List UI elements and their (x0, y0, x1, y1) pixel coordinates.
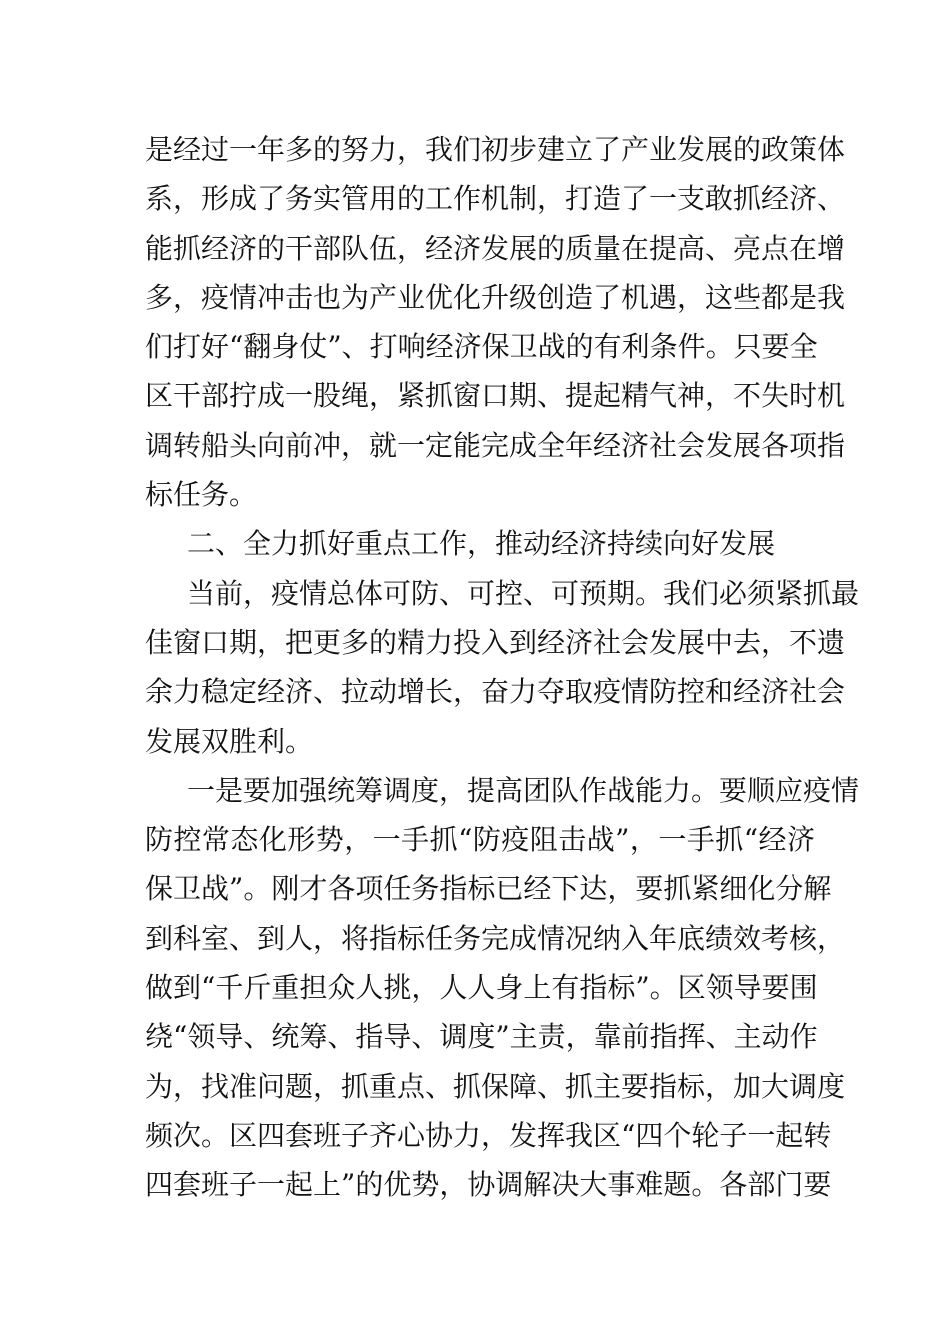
paragraph-line: 余力稳定经济、拉动增长，奋力夺取疫情防控和经济社会 (145, 675, 846, 709)
paragraph-line: 区干部拧成一股绳，紧抓窗口期、提起精气神，不失时机 (145, 379, 846, 413)
paragraph-line: 是经过一年多的努力，我们初步建立了产业发展的政策体 (145, 133, 846, 166)
paragraph-line: 能抓经济的干部队伍，经济发展的质量在提高、亮点在增 (145, 231, 846, 265)
paragraph-line: 多，疫情冲击也为产业优化升级创造了机遇，这些都是我 (145, 280, 846, 314)
paragraph-line: 四套班子一起上”的优势，协调解决大事难题。各部门要 (145, 1168, 832, 1202)
document-body (145, 125, 860, 1210)
paragraph-line: 佳窗口期，把更多的精力投入到经济社会发展中去，不遗 (145, 625, 846, 659)
paragraph-line: 调转船头向前冲，就一定能完成全年经济社会发展各项指 (145, 428, 846, 462)
paragraph-line: 系，形成了务实管用的工作机制，打造了一支敢抓经济、 (145, 182, 846, 216)
paragraph-line: 频次。区四套班子齐心协力，发挥我区“四个轮子一起转 (145, 1118, 832, 1152)
paragraph-line: 标任务。 (145, 478, 258, 512)
paragraph-line: 当前，疫情总体可防、可控、可预期。我们必须紧抓最 (187, 576, 860, 610)
paragraph-line: 为，找准问题，抓重点、抓保障、抓主要指标，加大调度 (145, 1069, 846, 1103)
paragraph-line: 保卫战”。刚才各项任务指标已经下达，要抓紧细化分解 (145, 872, 832, 906)
paragraph-line: 防控常态化形势，一手抓“防疫阻击战”，一手抓“经济 (145, 823, 815, 857)
paragraph-line: 一是要加强统筹调度，提高团队作战能力。要顺应疫情 (187, 773, 860, 807)
section-heading: 二、全力抓好重点工作，推动经济持续向好发展 (187, 527, 776, 561)
paragraph-line: 到科室、到人，将指标任务完成情况纳入年底绩效考核， (145, 921, 846, 955)
paragraph-line: 发展双胜利。 (145, 724, 314, 758)
paragraph-line: 们打好“翻身仗”、打响经济保卫战的有利条件。只要全 (145, 330, 818, 364)
paragraph-line: 绕“领导、统筹、指导、调度”主责，靠前指挥、主动作 (145, 1020, 818, 1054)
paragraph-line: 做到“千斤重担众人挑，人人身上有指标”。区领导要围 (145, 971, 818, 1005)
